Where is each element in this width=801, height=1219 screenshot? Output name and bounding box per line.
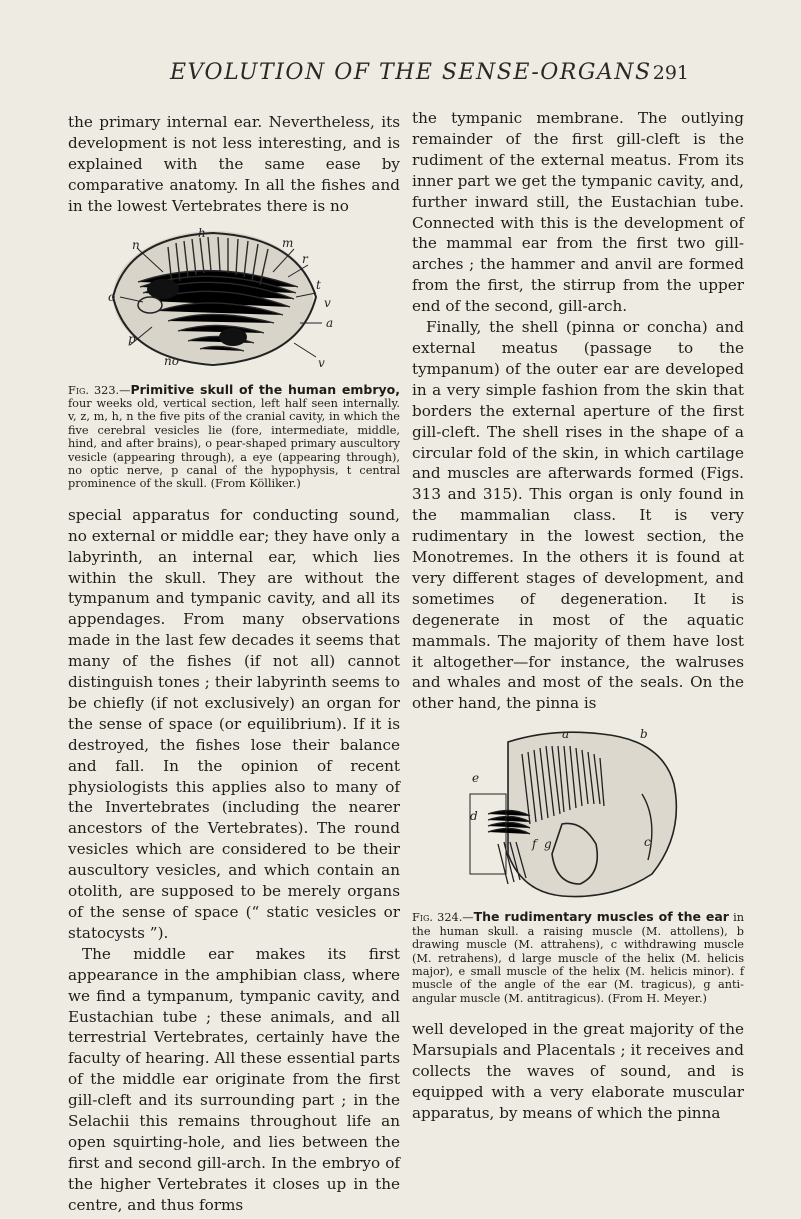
right-paragraph-1: the tympanic membrane. The outlying remainder of the first gill-cleft is the rudiment of the external meatus. From its inner part we get the tympanic cavity, and, further inward still, the Eustachian tube. Connected with this is the development of the mammal ear from the first two gill-arches ; the hammer and anvil are formed from the first, the stirrup from the upper end of the second, gill-arch. [412, 109, 744, 316]
running-title: EVOLUTION OF THE SENSE-ORGANS [170, 60, 652, 85]
label-n: n [132, 237, 140, 252]
figure-324 [412, 724, 744, 904]
label-e: e [472, 771, 480, 786]
figure-324-caption: Fig. 324.—The rudimentary muscles of the ear in the human skull. a raising muscle (M. attollens), b drawing muscle (M. attrahens), c withdrawing muscle (M. retrahens), d large muscle of the helix (M. helicis major), e small muscle of the helix (M. helicis minor). f muscle of the angle of the ear (M. tragicus), g anti-angular muscle (M. antitragicus). (From H. Meyer.) [412, 909, 745, 1005]
label-f: f [532, 837, 537, 852]
caption-title: Primitive skull of the human embryo, [130, 381, 400, 397]
label-no: no [164, 353, 179, 368]
running-head [0, 60, 801, 100]
caption-title: The rudimentary muscles of the ear [473, 909, 729, 925]
label-o: o [108, 289, 116, 304]
right-column [412, 108, 744, 1124]
label-d: d [470, 809, 478, 824]
label-v: v [324, 295, 331, 310]
left-paragraph-3: The middle ear makes its first appearance in the amphibian class, where we find a tympanum, tympanic cavity, and Eustachian tube ; these animals, and all terrestrial Vertebrates, certainly have the faculty of hearing. All these essential parts of the middle ear originate from the first gill-cleft and its surrounding part ; in the Selachii this remains throughout life an open squirting-hole, and lies between the first and second gill-arch. In the embryo of the higher Vertebrates it closes up in the centre, and thus forms [68, 944, 400, 1214]
label-t: t [316, 277, 321, 292]
label-g: g [544, 837, 552, 852]
left-paragraph-2: special apparatus for conducting sound, no external or middle ear; they have only a labyrinth, an internal ear, which lies within the skull. They are without the tympanum and tympanic cavity, and all its appendages. From many observations made in the last few decades it seems that many of the fishes (if not all) cannot distinguish tones ; their labyrinth seems to be chiefly (if not exclusively) an organ for the sense of space (or equilibrium). If it is destroyed, the fishes lose their balance and fall. In the opinion of recent physiologists this applies also to many of the Invertebrates (including the nearer ancestors of the Vertebrates). The round vesicles which are considered to be their auscultory vesicles, and which contain an otolith, are supposed to be merely organs of the sense of space (“ static vesicles or statocysts ”). [68, 505, 400, 942]
caption-text: four weeks old, vertical section, left half seen internally. v, z, m, h, n the five pits of the cranial cavity, in which the five cerebral vesicles lie (fore, intermediate, middle, hind, and after brains), o pear-shaped primary auscultory vesicle (appearing through), a eye (appearing through), no optic nerve, p canal of the hypophysis, t central prominence of the skull. (From Kölliker.) [68, 396, 400, 491]
label-r: r [302, 251, 308, 266]
primitive-skull-illustration [68, 227, 400, 377]
figure-323-caption: Fig. 323.—Primitive skull of the human embryo, four weeks old, vertical section, left half seen internally. v, z, m, h, n the five pits of the cranial cavity, in which the five cerebral vesicles lie (fore, intermediate, middle, hind, and after brains), o pear-shaped primary auscultory vesicle (appearing through), a eye (appearing through), no optic nerve, p canal of the hypophysis, t central prominence of the skull. (From Kölliker.) [68, 381, 400, 491]
label-a: a [562, 727, 570, 742]
label-h: h [198, 226, 206, 240]
right-paragraph-2: Finally, the shell (pinna or concha) and external meatus (passage to the tympanum) of the outer ear are developed in a very simple fashion from the skin that borders the external aperture of the first gill-cleft. The shell rises in the shape of a circular fold of the skin, in which cartilage and muscles are afterwards formed (Figs. 313 and 315). This organ is only found in the mammalian class. It is very rudimentary in the lowest section, the Monotremes. In the others it is found at very different stages of development, and sometimes of degeneration. It is degenerate in most of the aquatic mammals. The majority of them have lost it altogether—for instance, the walruses and whales and most of the seals. On the other hand, the pinna is [412, 318, 744, 713]
label-v-lower: v [318, 355, 325, 370]
left-paragraph-1: the primary internal ear. Nevertheless, its development is not less interesting, and is explained with the same ease by comparative anatomy. In all the fishes and in the lowest Vertebrates there is no [68, 113, 400, 215]
label-c: c [644, 835, 651, 850]
page-number: 291 [652, 62, 689, 84]
label-m: m [282, 235, 294, 250]
left-column [68, 112, 400, 1216]
ear-muscles-illustration [412, 724, 744, 904]
caption-number: Fig. 324. [412, 911, 463, 925]
label-a: a [326, 315, 334, 330]
label-b: b [640, 727, 648, 742]
figure-323 [68, 227, 400, 377]
caption-number: Fig. 323. [68, 383, 120, 397]
caption-text: in the human skull. a raising muscle (M. attollens), b drawing muscle (M. attrahens), c withdrawing muscle (M. retrahens), d large muscle of the helix (M. helicis major), e small muscle of the helix (M. helicis minor). f muscle of the angle of the ear (M. tragicus), g anti-angular muscle (M. antitragicus). (From H. Meyer.) [412, 911, 745, 1005]
label-p: p [128, 331, 136, 346]
right-paragraph-3: well developed in the great majority of the Marsupials and Placentals ; it receives and collects the waves of sound, and is equipped with a very elaborate muscular apparatus, by means of which the pinna [412, 1020, 744, 1122]
